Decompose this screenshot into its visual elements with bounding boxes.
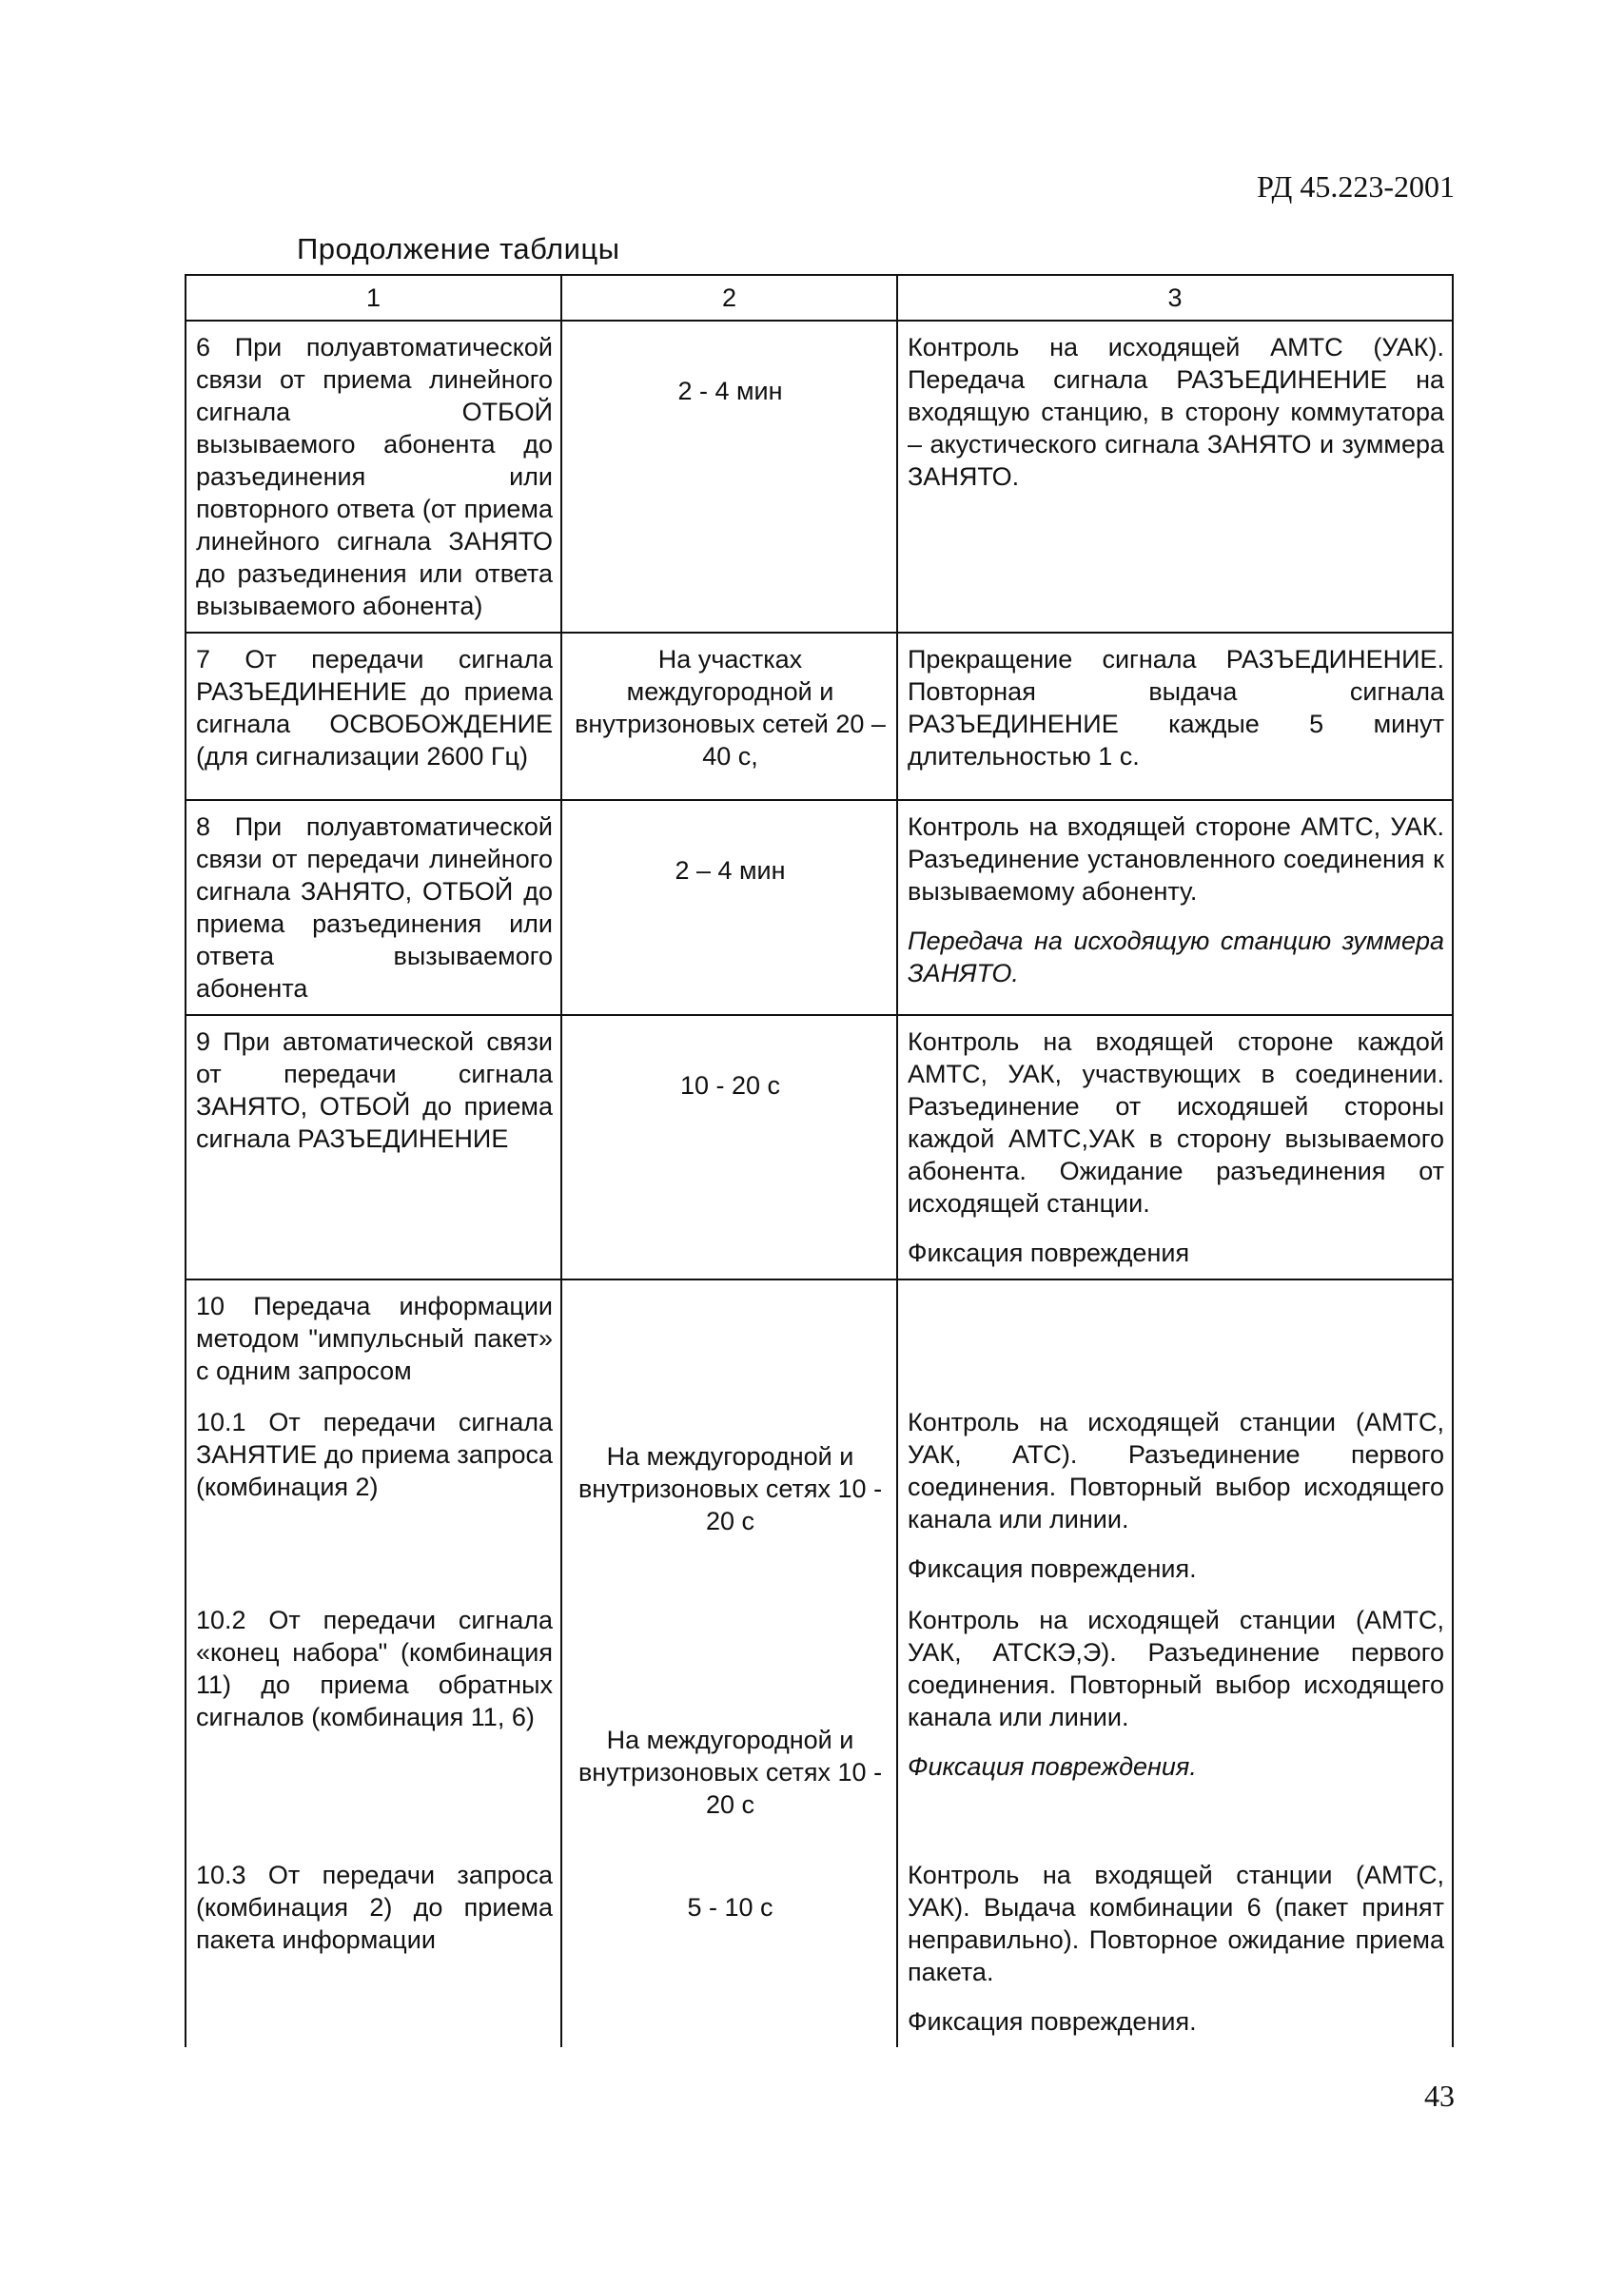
table-caption: Продолжение таблицы — [297, 232, 620, 265]
table-row — [186, 633, 1453, 800]
action-text: Прекращение сигнала РАЗЪЕДИНЕНИЕ. Повторная выдача сигнала РАЗЪЕДИНЕНИЕ каждые 5 минут длительностью 1 с. — [908, 645, 1444, 771]
group-title-cell: 10 Передача информации методом "импульсный пакет» с одним запросом — [186, 1279, 561, 1396]
action-text: Контроль на входящей станции (АМТС, УАК). Выдача комбинации 6 (пакет принят неправильно). Повторное ожидание приема пакета. — [908, 1861, 1444, 1986]
table-row — [186, 800, 1453, 1015]
condition-cell: 7 От передачи сигнала РАЗЪЕДИНЕНИЕ до приема сигнала ОСВОБОЖДЕНИЕ (для сигнализации 2600 Гц) — [186, 633, 561, 800]
action-cell — [897, 800, 1453, 1015]
requirements-table — [185, 274, 1454, 2047]
action-text: Контроль на входящей стороне каждой АМТС, УАК, участвующих в соединении. Разъединение от исходяшей стороны каждой АМТС,УАК в сторону вызываемого абонента. Ожидание разъединения от исходящей станции. — [908, 1027, 1444, 1218]
table-header-row — [186, 275, 1453, 321]
empty-cell — [897, 1279, 1453, 1396]
column-header: 2 — [561, 275, 897, 321]
timeout-cell: 10 - 20 с — [561, 1015, 897, 1279]
table-row — [186, 1279, 1453, 1396]
action-cell — [897, 633, 1453, 800]
action-cell — [897, 1015, 1453, 1279]
table-row — [186, 1396, 1453, 1594]
timeout-cell: На участках междугородной и внутризоновых сетей 20 – 40 с, — [561, 633, 897, 800]
timeout-cell: На междугородной и внутризоновых сетях 10 - 20 с — [561, 1396, 897, 1594]
condition-cell: 10.1 От передачи сигнала ЗАНЯТИЕ до приема запроса (комбинация 2) — [186, 1396, 561, 1594]
timeout-cell: 2 - 4 мин — [561, 321, 897, 633]
column-header: 1 — [186, 275, 561, 321]
action-text: Передача на исходящую станцию зуммера ЗАНЯТО. — [908, 927, 1444, 987]
action-cell — [897, 1849, 1453, 2047]
action-cell — [897, 1594, 1453, 1849]
action-text: Фиксация повреждения — [908, 1239, 1190, 1267]
condition-cell: 9 При автоматической связи от передачи сигнала ЗАНЯТО, ОТБОЙ до приема сигнала РАЗЪЕДИНЕНИЕ — [186, 1015, 561, 1279]
action-text: Фиксация повреждения. — [908, 2007, 1197, 2036]
condition-cell: 10.2 От передачи сигнала «конец набора" (комбинация 11) до приема обратных сигналов (комбинация 11, 6) — [186, 1594, 561, 1849]
column-header: 3 — [897, 275, 1453, 321]
action-text: Контроль на исходящей станции (АМТС, УАК, АТС). Разъединение первого соединения. Повторный выбор исходящего канала или линии. — [908, 1408, 1444, 1533]
empty-cell — [561, 1279, 897, 1396]
action-text: Фиксация повреждения. — [908, 1554, 1197, 1583]
table-row — [186, 321, 1453, 633]
table-row — [186, 1594, 1453, 1849]
page-number: 43 — [1424, 2079, 1455, 2113]
condition-cell: 6 При полуавтоматической связи от приема линейного сигнала ОТБОЙ вызываемого абонента до разъединения или повторного ответа (от приема линейного сигнала ЗАНЯТО до разъединения или ответа вызываемого абонента) — [186, 321, 561, 633]
action-cell — [897, 321, 1453, 633]
action-cell — [897, 1396, 1453, 1594]
action-text: Фиксация повреждения. — [908, 1752, 1197, 1781]
action-text: Контроль на исходящей станции (АМТС, УАК, АТСКЭ,Э). Разъединение первого соединения. Повторный выбор исходящего канала или линии. — [908, 1606, 1444, 1731]
condition-cell: 10.3 От передачи запроса (комбинация 2) до приема пакета информации — [186, 1849, 561, 2047]
document-code: РД 45.223-2001 — [1257, 169, 1455, 204]
action-text: Контроль на исходящей АМТС (УАК). Передача сигнала РАЗЪЕДИНЕНИЕ на входящую станцию, в сторону коммутатора – акустического сигнала ЗАНЯТО и зуммера ЗАНЯТО. — [908, 333, 1444, 491]
timeout-cell: 5 - 10 с — [561, 1849, 897, 2047]
condition-cell: 8 При полуавтоматической связи от передачи линейного сигнала ЗАНЯТО, ОТБОЙ до приема разъединения или ответа вызываемого абонента — [186, 800, 561, 1015]
action-text: Контроль на входящей стороне АМТС, УАК. Разъединение установленного соединения к вызываемому абоненту. — [908, 812, 1444, 906]
timeout-cell: 2 – 4 мин — [561, 800, 897, 1015]
table-row — [186, 1849, 1453, 2047]
table-row — [186, 1015, 1453, 1279]
timeout-cell: На междугородной и внутризоновых сетях 10 - 20 с — [561, 1594, 897, 1849]
